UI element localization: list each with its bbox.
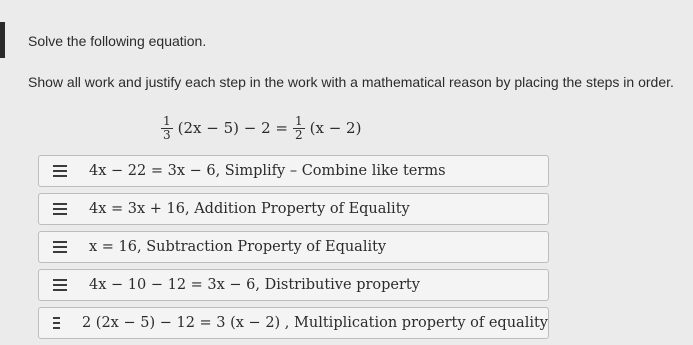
draggable-step[interactable] [38, 155, 549, 187]
left-fraction-denominator: 3 [163, 127, 171, 142]
draggable-step[interactable] [38, 193, 549, 225]
given-equation [158, 108, 363, 148]
question-marker-bar [0, 22, 5, 58]
ordering-steps-list [38, 155, 549, 345]
drag-handle-icon[interactable] [53, 203, 67, 215]
step-text: 4x − 22 = 3x − 6, Simplify – Combine like terms [89, 163, 446, 179]
drag-handle-icon[interactable] [53, 279, 67, 291]
draggable-step[interactable] [38, 231, 549, 263]
left-fraction [161, 115, 173, 142]
draggable-step[interactable] [38, 269, 549, 301]
right-fraction-denominator: 2 [294, 127, 303, 142]
question-instructions: Show all work and justify each step in the work with a mathematical reason by placing the steps in order. [28, 74, 674, 90]
question-prompt: Solve the following equation. [28, 33, 207, 49]
drag-handle-icon[interactable] [53, 317, 60, 329]
drag-handle-icon[interactable] [53, 165, 67, 177]
draggable-step[interactable] [38, 307, 549, 339]
right-fraction [293, 115, 305, 142]
right-fraction-numerator: 1 [294, 113, 303, 128]
step-text: 4x − 10 − 12 = 3x − 6, Distributive property [89, 277, 420, 293]
step-text: 2 (2x − 5) − 12 = 3 (x − 2) , Multiplication property of equality [81, 315, 548, 331]
equation-right-rest: (x − 2) [309, 119, 362, 137]
equation-left-rest: (2x − 5) − 2 = [177, 119, 288, 137]
step-text: x = 16, Subtraction Property of Equality [89, 239, 387, 255]
drag-handle-icon[interactable] [53, 241, 67, 253]
step-text: 4x = 3x + 16, Addition Property of Equality [89, 201, 410, 217]
left-fraction-numerator: 1 [163, 113, 171, 128]
